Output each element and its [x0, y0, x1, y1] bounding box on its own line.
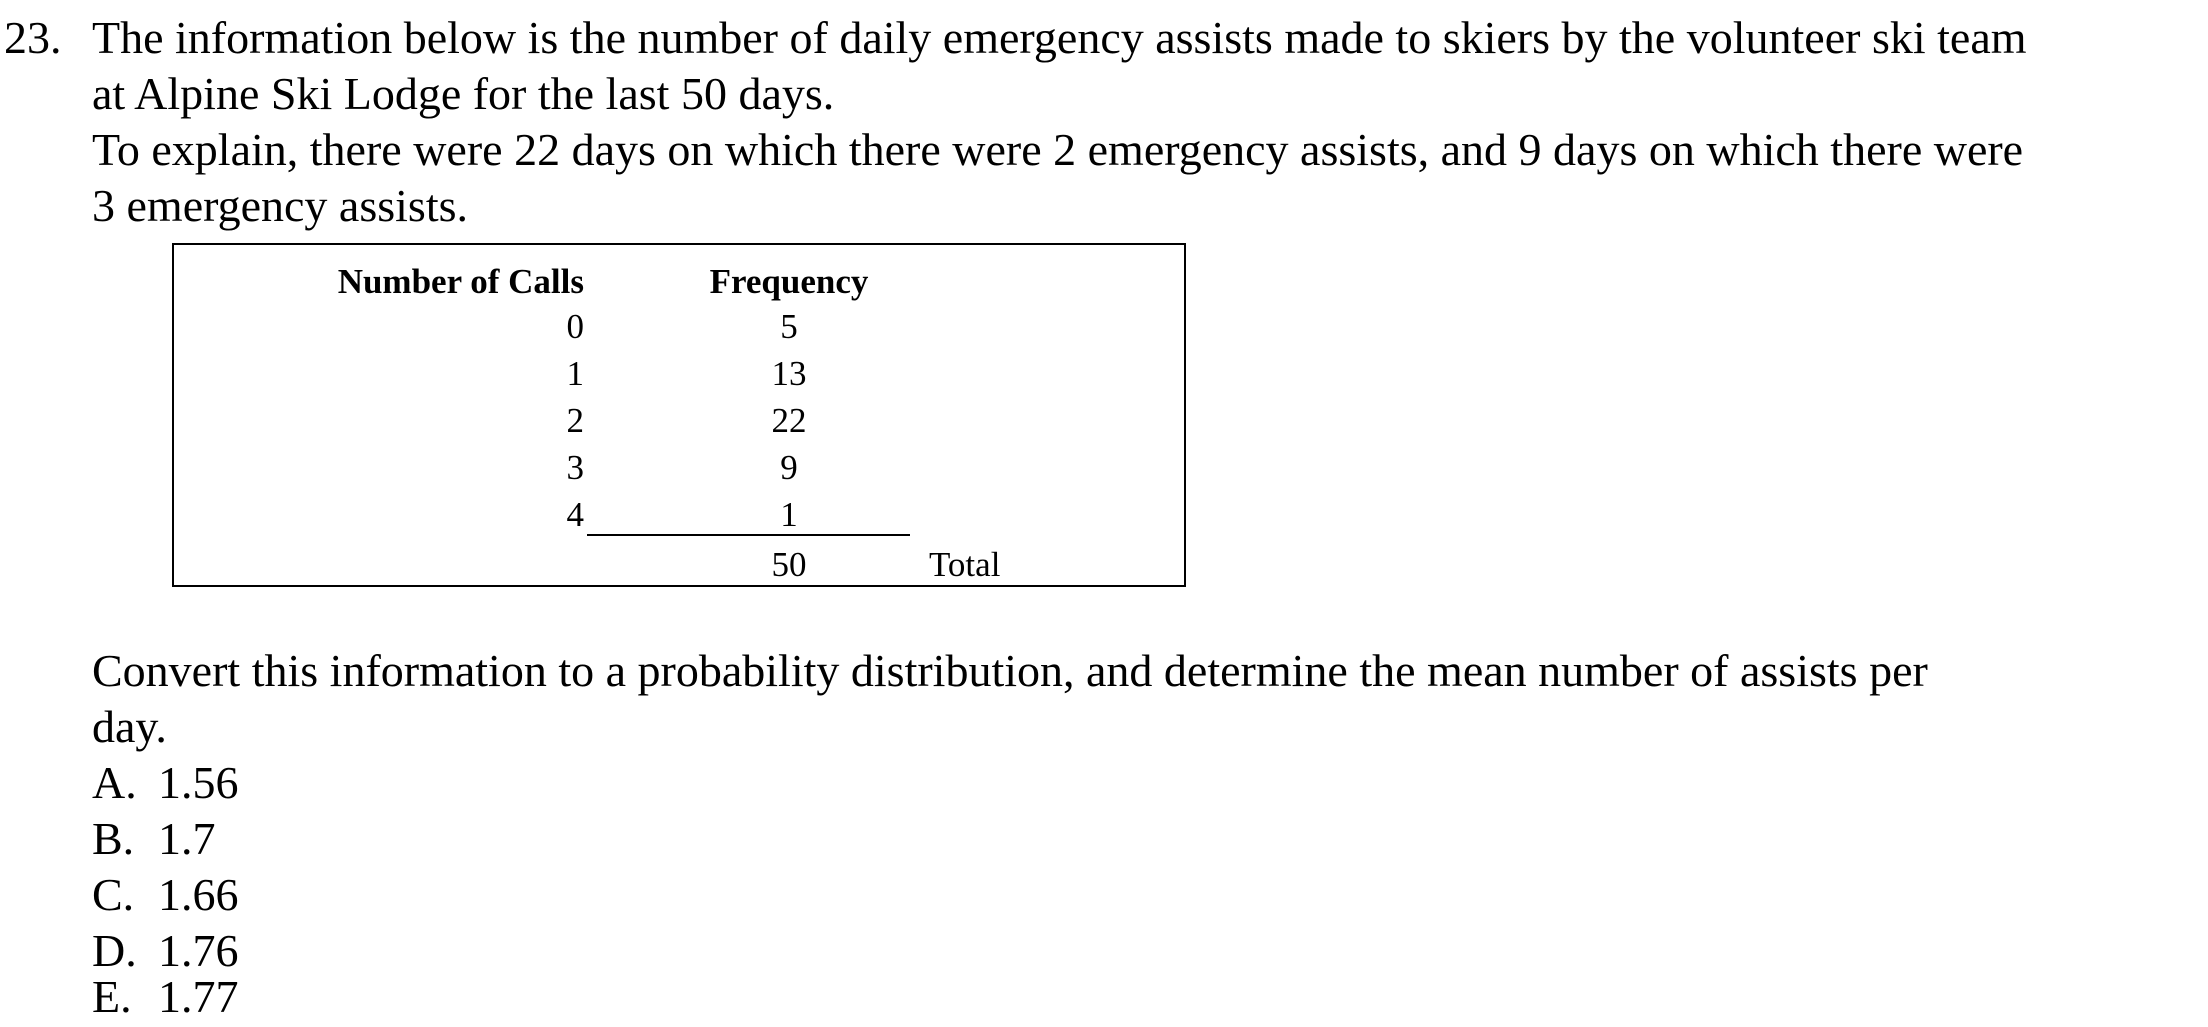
total-value: 50 [771, 545, 807, 584]
choice-a[interactable] [92, 755, 239, 811]
question-number: 23. [4, 12, 62, 63]
frequency-cell: 9 [780, 448, 798, 487]
calls-cell: 4 [566, 495, 584, 534]
choice-letter: A. [92, 757, 137, 808]
frequency-cell: 13 [771, 354, 807, 393]
choice-value: 1.77 [158, 971, 239, 1022]
frequency-cell: 1 [780, 495, 798, 534]
prompt-line-2: day. [92, 701, 167, 752]
sum-divider-line [587, 534, 910, 536]
question-text-line-1: The information below is the number of daily emergency assists made to skiers by the volunteer ski team [92, 12, 2027, 63]
choice-letter: C. [92, 869, 135, 920]
choice-letter: D. [92, 925, 137, 976]
choice-value: 1.7 [158, 813, 216, 864]
calls-cell: 1 [566, 354, 584, 393]
frequency-cell: 22 [771, 401, 807, 440]
choice-letter: E. [92, 971, 132, 1022]
choice-value: 1.76 [158, 925, 239, 976]
choice-value: 1.66 [158, 869, 239, 920]
question-text-line-2: at Alpine Ski Lodge for the last 50 days. [92, 68, 835, 119]
calls-cell: 2 [566, 401, 584, 440]
prompt-line-1: Convert this information to a probability distribution, and determine the mean number of assists per [92, 645, 1928, 696]
header-number-of-calls: Number of Calls [337, 262, 584, 301]
question-text-line-3: To explain, there were 22 days on which there were 2 emergency assists, and 9 days on which there were [92, 124, 2024, 175]
total-label: Total [929, 545, 1001, 584]
choice-value: 1.56 [158, 757, 239, 808]
choice-c[interactable] [92, 867, 239, 923]
choice-letter: B. [92, 813, 135, 864]
choice-e[interactable] [92, 969, 239, 1025]
question-text-line-4: 3 emergency assists. [92, 180, 469, 231]
header-frequency: Frequency [709, 262, 869, 301]
frequency-table [172, 243, 1186, 587]
frequency-cell: 5 [780, 307, 798, 346]
calls-cell: 3 [566, 448, 584, 487]
choice-b[interactable] [92, 811, 216, 867]
calls-cell: 0 [566, 307, 584, 346]
